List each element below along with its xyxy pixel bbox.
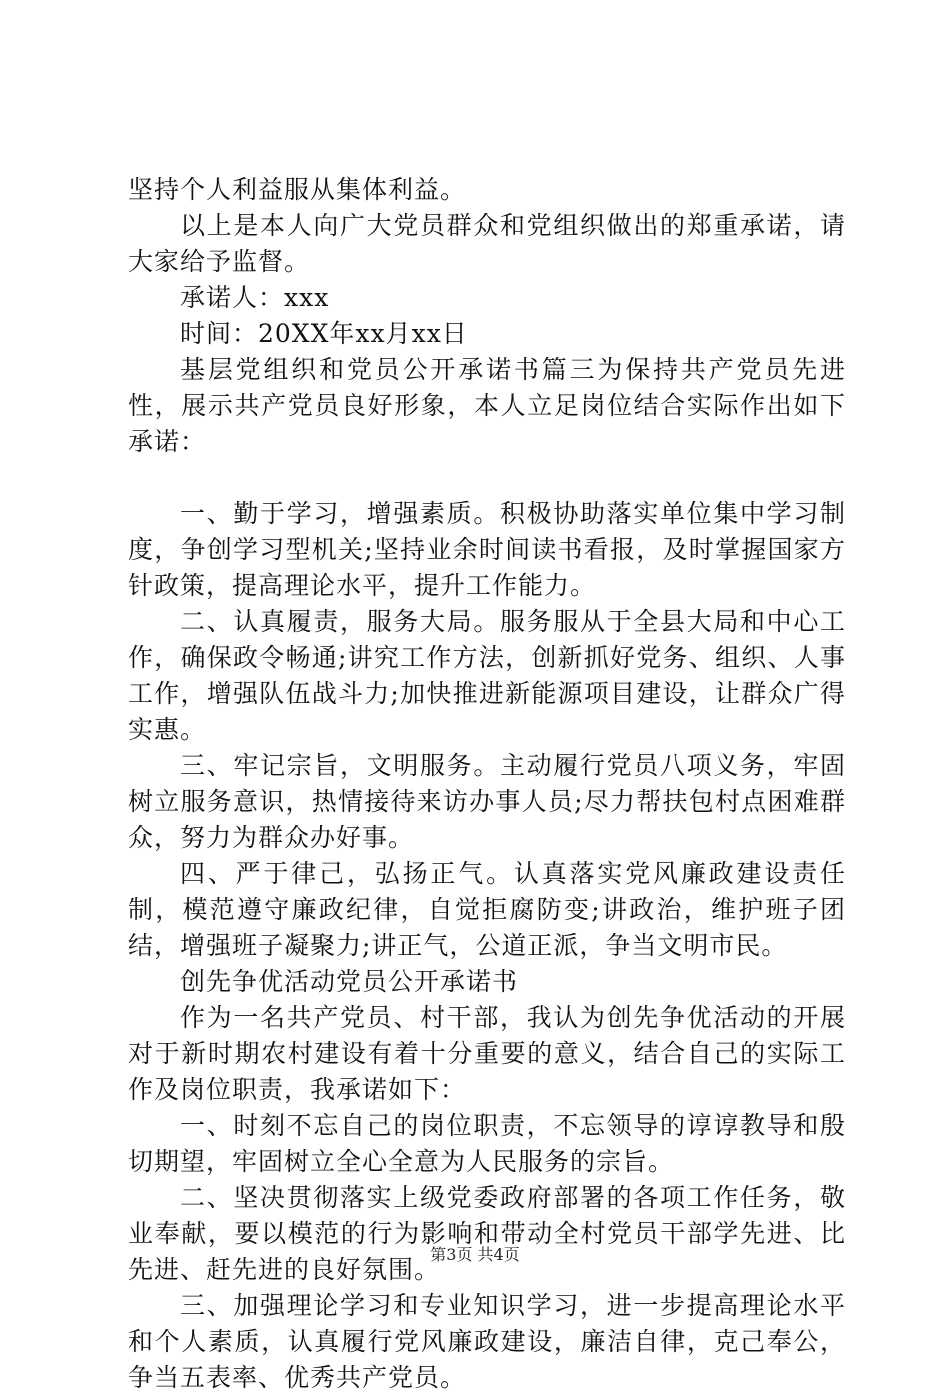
document-body xyxy=(128,172,846,1396)
paragraph-commitment-2: 二、坚决贯彻落实上级党委政府部署的各项工作任务，敬业奉献，要以模范的行为影响和带动全村党员干部学先进、比先进、赶先进的良好氛围。 xyxy=(128,1183,846,1284)
paragraph-closing-request: 以上是本人向广大党员群众和党组织做出的郑重承诺，请大家给予监督。 xyxy=(128,211,846,276)
paragraph-pledge-1: 一、勤于学习，增强素质。积极协助落实单位集中学习制度，争创学习型机关;坚持业余时间读书看报，及时掌握国家方针政策，提高理论水平，提升工作能力。 xyxy=(128,499,846,600)
paragraph-section-intro: 作为一名共产党员、村干部，我认为创先争优活动的开展对于新时期农村建设有着十分重要的意义，结合自己的实际工作及岗位职责，我承诺如下： xyxy=(128,1003,846,1104)
paragraph-pledge-3: 三、牢记宗旨，文明服务。主动履行党员八项义务，牢固树立服务意识，热情接待来访办事人员;尽力帮扶包村点困难群众，努力为群众办好事。 xyxy=(128,751,846,852)
page-number-label: 第3页 共4页 xyxy=(430,1245,520,1264)
paragraph-pledge-4: 四、严于律己，弘扬正气。认真落实党风廉政建设责任制，模范遵守廉政纪律，自觉拒腐防变;讲政治，维护班子团结，增强班子凝聚力;讲正气，公道正派，争当文明市民。 xyxy=(128,859,846,960)
paragraph-commitment-1: 一、时刻不忘自己的岗位职责，不忘领导的谆谆教导和殷切期望，牢固树立全心全意为人民服务的宗旨。 xyxy=(128,1111,846,1176)
paragraph-commitment-3: 三、加强理论学习和专业知识学习，进一步提高理论水平和个人素质，认真履行党风廉政建设，廉洁自律，克己奉公，争当五表率、优秀共产党员。 xyxy=(128,1291,846,1392)
paragraph-pledge-2: 二、认真履责，服务大局。服务服从于全县大局和中心工作，确保政令畅通;讲究工作方法，创新抓好党务、组织、人事工作，增强队伍战斗力;加快推进新能源项目建设，让群众广得实惠。 xyxy=(128,607,846,744)
paragraph-continuation: 坚持个人利益服从集体利益。 xyxy=(128,175,467,204)
paragraph-section-three-intro: 基层党组织和党员公开承诺书篇三为保持共产党员先进性，展示共产党员良好形象，本人立足岗位结合实际作出如下承诺： xyxy=(128,355,846,456)
paragraph-date: 时间：20XX年xx月xx日 xyxy=(180,319,468,348)
section-heading: 创先争优活动党员公开承诺书 xyxy=(180,967,519,996)
page-footer xyxy=(0,1245,950,1265)
paragraph-signatory: 承诺人：xxx xyxy=(180,283,330,312)
